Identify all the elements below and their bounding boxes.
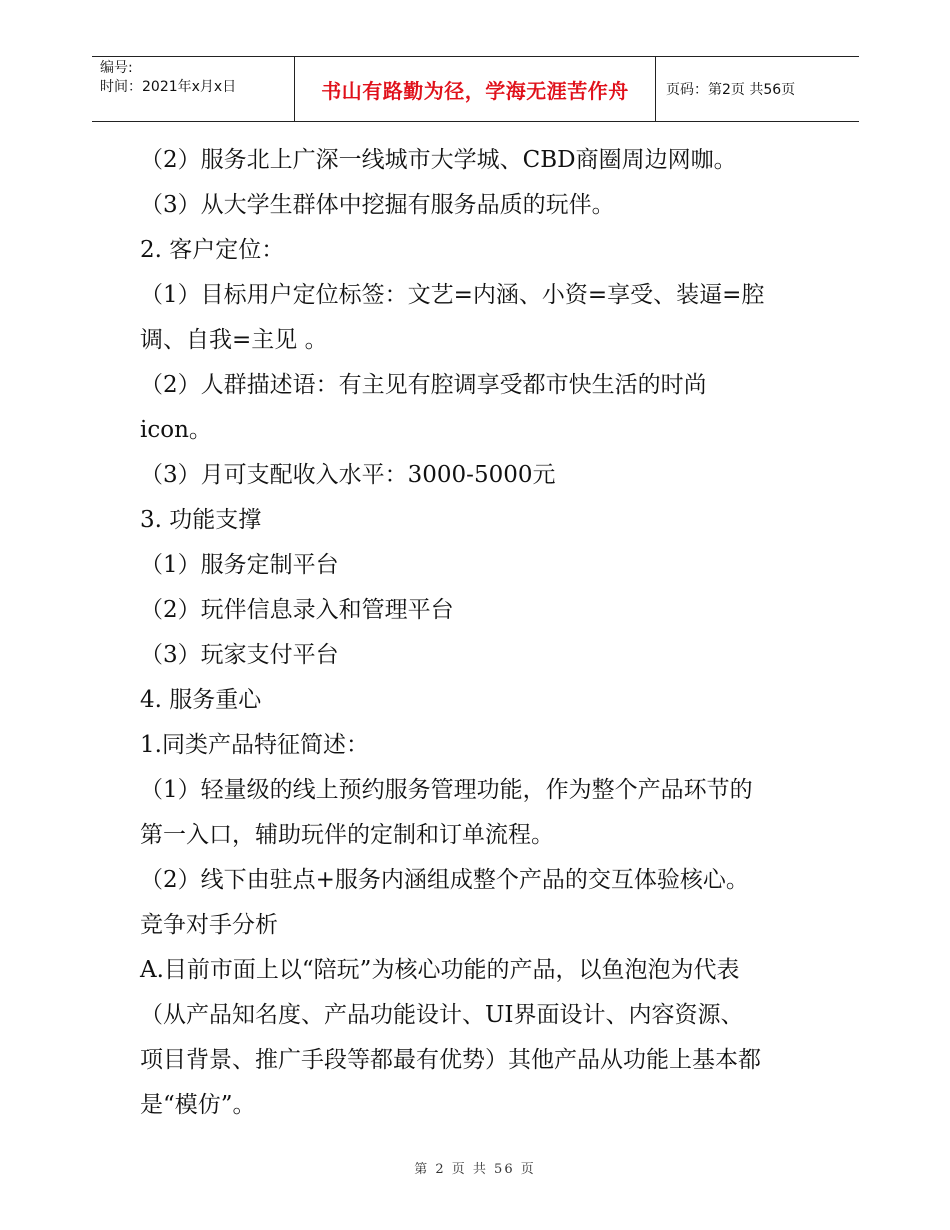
body-line: 竞争对手分析 <box>140 912 278 938</box>
body-line: （从产品知名度、产品功能设计、UI界面设计、内容资源、 <box>140 1002 744 1028</box>
number-label: 编号: <box>100 60 133 76</box>
body-line: A.目前市面上以“陪玩”为核心功能的产品，以鱼泡泡为代表 <box>140 957 740 983</box>
body-line: 项目背景、推广手段等都最有优势）其他产品从功能上基本都 <box>140 1047 761 1073</box>
body-line: 4. 服务重心 <box>140 687 262 713</box>
page-header <box>92 56 859 122</box>
body-line: （2）线下由驻点+服务内涵组成整个产品的交互体验核心。 <box>140 867 749 893</box>
header-page-info: 页码：第2页 共56页 <box>666 82 796 98</box>
body-line: （3）月可支配收入水平：3000-5000元 <box>140 462 556 488</box>
body-line: 第一入口，辅助玩伴的定制和订单流程。 <box>140 822 554 848</box>
page-footer: 第 2 页 共 56 页 <box>414 1162 536 1177</box>
body-line: 1.同类产品特征简述： <box>140 732 369 758</box>
header-meta <box>92 57 295 121</box>
body-line: 3. 功能支撑 <box>140 507 262 533</box>
body-line: （1）服务定制平台 <box>140 552 339 578</box>
body-line: 2. 客户定位： <box>140 237 285 263</box>
body-line: （2）人群描述语：有主见有腔调享受都市快生活的时尚 <box>140 372 707 398</box>
body-line: （3）玩家支付平台 <box>140 642 339 668</box>
body-line: （1）目标用户定位标签：文艺=内涵、小资=享受、装逼=腔 <box>140 282 765 308</box>
document-body <box>140 138 820 1128</box>
header-motto: 书山有路勤为径，学海无涯苦作舟 <box>295 57 656 121</box>
body-line: icon。 <box>140 417 212 443</box>
body-line: （3）从大学生群体中挖掘有服务品质的玩伴。 <box>140 192 615 218</box>
body-line: （1）轻量级的线上预约服务管理功能，作为整个产品环节的 <box>140 777 753 803</box>
body-line: 是“模仿”。 <box>140 1092 256 1118</box>
body-line: （2）服务北上广深一线城市大学城、CBD商圈周边网咖。 <box>140 147 737 173</box>
body-line: （2）玩伴信息录入和管理平台 <box>140 597 454 623</box>
time-label: 时间：2021年x月x日 <box>100 79 237 95</box>
body-line: 调、自我=主见 。 <box>140 327 328 353</box>
